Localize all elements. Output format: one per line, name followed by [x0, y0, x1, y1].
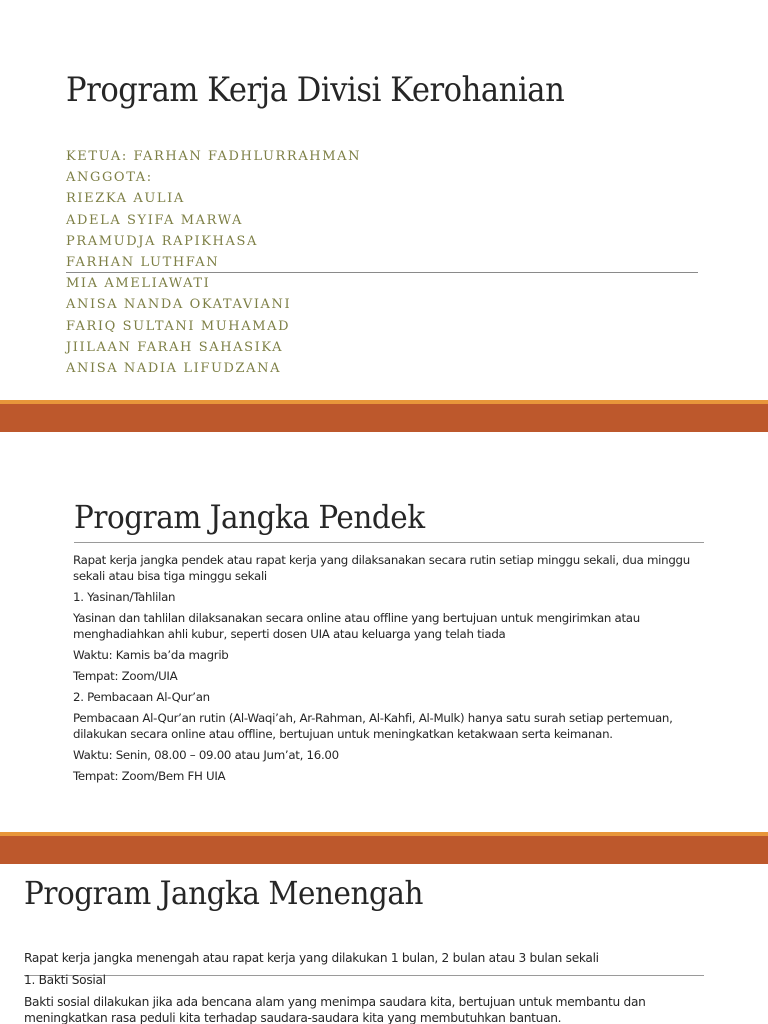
- slide-body: [73, 552, 713, 789]
- member-item: ANISA NADIA LIFUDZANA: [66, 360, 282, 376]
- member-item: RIEZKA AULIA: [66, 191, 185, 207]
- member-item: PRAMUDJA RAPIKHASA: [66, 233, 258, 249]
- slide-separator-band: [0, 400, 768, 432]
- slide-title: Program Jangka Menengah: [24, 874, 423, 912]
- body-paragraph: 2. Pembacaan Al-Qur’an: [73, 690, 210, 704]
- body-paragraph: Pembacaan Al-Qur’an rutin (Al-Waqi’ah, Ar-Rahman, Al-Kahfi, Al-Mulk) hanya satu surah setiap pertemuan, dilakukan secara online atau offline, bertujuan untuk meningkatkan ketakwaan serta keimanan.: [73, 711, 673, 741]
- slide-body: [24, 950, 724, 1024]
- body-paragraph: Rapat kerja jangka pendek atau rapat kerja yang dilaksanakan secara rutin setiap minggu sekali, dua minggu sekali atau bisa tiga minggu sekali: [73, 553, 690, 583]
- member-item: JIILAAN FARAH SAHASIKA: [66, 339, 284, 355]
- slide-2: [0, 432, 768, 832]
- body-paragraph: Rapat kerja jangka menengah atau rapat kerja yang dilakukan 1 bulan, 2 bulan atau 3 bulan sekali: [24, 951, 599, 965]
- member-item: ANGGOTA:: [66, 170, 153, 186]
- slide-3: [0, 864, 768, 1024]
- member-item: FARHAN LUTHFAN: [66, 254, 220, 270]
- body-paragraph: 1. Bakti Sosial: [24, 973, 106, 987]
- body-paragraph: Tempat: Zoom/UIA: [73, 669, 178, 683]
- body-paragraph: 1. Yasinan/Tahlilan: [73, 590, 176, 604]
- slide-1: [0, 0, 768, 400]
- member-item: ANISA NANDA OKATAVIANI: [66, 297, 292, 313]
- member-item: MIA AMELIAWATI: [66, 276, 211, 292]
- member-item: KETUA: FARHAN FADHLURRAHMAN: [66, 149, 362, 164]
- body-paragraph: Waktu: Senin, 08.00 – 09.00 atau Jum’at, 16.00: [73, 748, 339, 762]
- member-item: FARIQ SULTANI MUHAMAD: [66, 318, 291, 334]
- title-underline: [74, 542, 704, 543]
- slide-title: Program Jangka Pendek: [74, 498, 425, 536]
- slide-separator-band: [0, 832, 768, 864]
- body-paragraph: Yasinan dan tahlilan dilaksanakan secara online atau offline yang bertujuan untuk mengirimkan atau menghadiahkan ahli kubur, seperti dosen UIA atau keluarga yang telah tiada: [73, 611, 640, 641]
- body-paragraph: Waktu: Kamis ba’da magrib: [73, 648, 229, 662]
- member-item: ADELA SYIFA MARWA: [66, 212, 243, 228]
- slide-title: Program Kerja Divisi Kerohanian: [66, 70, 565, 110]
- body-paragraph: Bakti sosial dilakukan jika ada bencana alam yang menimpa saudara kita, bertujuan untuk membantu dan meningkatkan rasa peduli kita terhadap saudara-saudara kita yang membutuhkan bantuan.: [24, 995, 646, 1024]
- member-list: [66, 146, 361, 379]
- body-paragraph: Tempat: Zoom/Bem FH UIA: [73, 769, 226, 783]
